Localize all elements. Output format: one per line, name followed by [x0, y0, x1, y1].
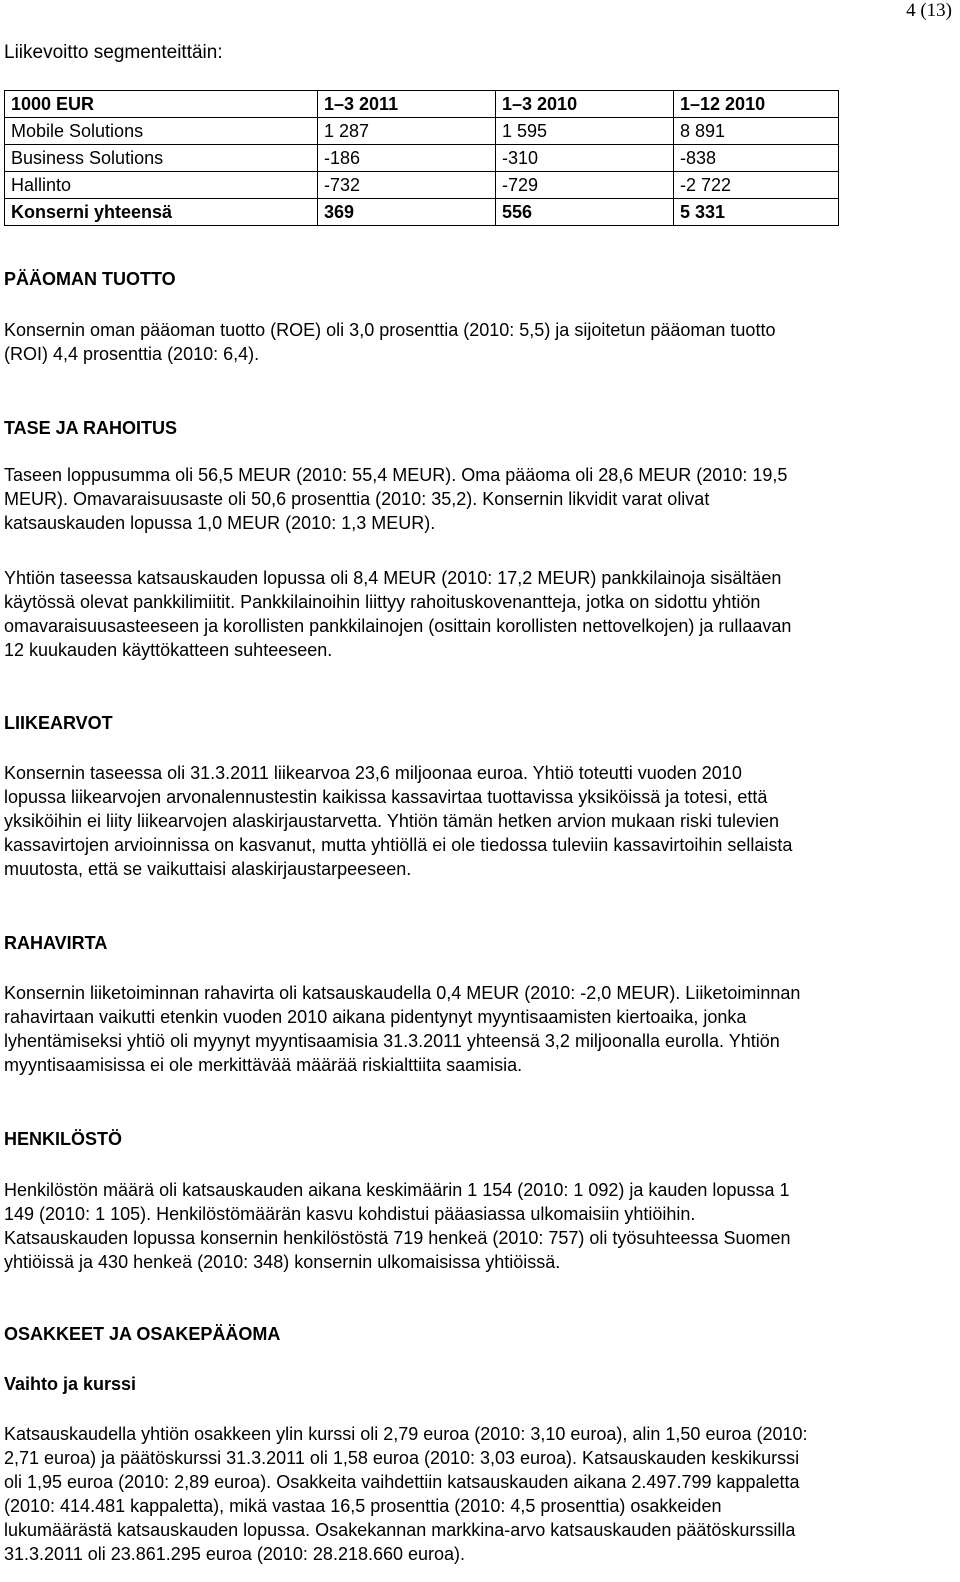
table-row: [5, 199, 839, 226]
heading-shares: OSAKKEET JA OSAKEPÄÄOMA: [4, 1324, 281, 1344]
table-cell: Mobile Solutions: [5, 118, 318, 145]
paragraph-balance-1: Taseen loppusumma oli 56,5 MEUR (2010: 55,4 MEUR). Oma pääoma oli 28,6 MEUR (2010: 19,5 MEUR). Omavaraisuusaste oli 50,6 prosenttia (2010: 35,2). Konsernin likvidit varat olivat katsauskauden lopussa 1,0 MEUR (2010: 1,3 MEUR).: [4, 465, 788, 533]
table-cell: 556: [496, 199, 674, 226]
paragraph-personnel: Henkilöstön määrä oli katsauskauden aikana keskimäärin 1 154 (2010: 1 092) ja kauden lopussa 1 149 (2010: 1 105). Henkilöstömäärän kasvu kohdistui pääasiassa ulkomaisiin yhtiöihin. Katsauskauden lopussa konsernin henkilöstöstä 719 henkeä (2010: 757) oli työsuhteessa Suomen yhtiöissä ja 430 henkeä (2010: 348) konsernin ulkomaisissa yhtiöissä.: [4, 1180, 791, 1272]
heading-goodwill: LIIKEARVOT: [4, 713, 113, 733]
table-cell: -186: [318, 145, 496, 172]
table-cell: -729: [496, 172, 674, 199]
table-header-row: [5, 91, 839, 118]
page-number: 4 (13): [906, 0, 952, 21]
table-cell: 1 287: [318, 118, 496, 145]
table-cell: -838: [674, 145, 839, 172]
heading-personnel: HENKILÖSTÖ: [4, 1129, 123, 1149]
paragraph-shares: Katsauskaudella yhtiön osakkeen ylin kurssi oli 2,79 euroa (2010: 3,10 euroa), alin 1,50 euroa (2010: 2,71 euroa) ja päätöskurssi 31.3.2011 oli 1,58 euroa (2010: 3,03 euroa). Katsauskauden keskikurssi oli 1,95 euroa (2010: 2,89 euroa). Osakkeita vaihdettiin katsauskauden aikana 2.497.799 kappaletta (2010: 414.481 kappaletta), mikä vastaa 16,5 prosenttia (2010: 4,5 prosenttia) osakkeiden lukumäärästä katsauskauden lopussa. Osakekannan markkina-arvo katsauskauden päätöskurssilla 31.3.2011 oli 23.861.295 euroa (2010: 28.218.660 euroa).: [4, 1424, 808, 1564]
paragraph-goodwill: Konsernin taseessa oli 31.3.2011 liikearvoa 23,6 miljoonaa euroa. Yhtiö toteutti vuoden 2010 lopussa liikearvojen arvonalennustestin kaikissa kassavirtaa tuottavissa yksiköissä ja totesi, että yksiköihin ei liity liikearvojen alaskirjaustarvetta. Yhtiön tämän hetken arvion mukaan riski tulevien kassavirtojen arvioinnissa on kasvanut, mutta yhtiöllä ei ole tiedossa tuleviin kassavirtoihin sellaista muutosta, että se vaikuttaisi alaskirjaustarpeeseen.: [4, 763, 793, 879]
table-header-cell: 1000 EUR: [5, 91, 318, 118]
paragraph-cashflow: Konsernin liiketoiminnan rahavirta oli katsauskaudella 0,4 MEUR (2010: -2,0 MEUR). Liiketoiminnan rahavirtaan vaikutti etenkin vuoden 2010 aikana pidentynyt myyntisaamisten kiertoaika, jonka lyhentämiseksi yhtiö oli myynyt myyntisaamisia 31.3.2011 yhteensä 3,2 miljoonalla eurolla. Yhtiön myyntisaamisissa ei ole merkittävää määrää riskialttiita saamisia.: [4, 983, 801, 1075]
table-cell: 5 331: [674, 199, 839, 226]
segment-table-caption: Liikevoitto segmenteittäin:: [4, 42, 223, 63]
table-cell: 1 595: [496, 118, 674, 145]
table-cell: -732: [318, 172, 496, 199]
table-cell: -310: [496, 145, 674, 172]
heading-cashflow: RAHAVIRTA: [4, 933, 108, 953]
segment-profit-table: [4, 90, 839, 226]
table-cell: -2 722: [674, 172, 839, 199]
heading-balance-financing: TASE JA RAHOITUS: [4, 418, 178, 438]
subheading-trading-price: Vaihto ja kurssi: [4, 1374, 137, 1394]
table-header-cell: 1–3 2011: [318, 91, 496, 118]
table-row: [5, 172, 839, 199]
heading-return-on-capital: PÄÄOMAN TUOTTO: [4, 269, 176, 289]
table-cell: Business Solutions: [5, 145, 318, 172]
paragraph-return-on-capital: Konsernin oman pääoman tuotto (ROE) oli 3,0 prosenttia (2010: 5,5) ja sijoitetun pääoman tuotto (ROI) 4,4 prosenttia (2010: 6,4).: [4, 320, 776, 364]
table-cell: Konserni yhteensä: [5, 199, 318, 226]
table-row: [5, 118, 839, 145]
table-cell: 8 891: [674, 118, 839, 145]
table-row: [5, 145, 839, 172]
table-header-cell: 1–3 2010: [496, 91, 674, 118]
table-header-cell: 1–12 2010: [674, 91, 839, 118]
table-cell: Hallinto: [5, 172, 318, 199]
paragraph-balance-2: Yhtiön taseessa katsauskauden lopussa oli 8,4 MEUR (2010: 17,2 MEUR) pankkilainoja sisältäen käytössä olevat pankkilimiitit. Pankkilainoihin liittyy rahoituskovenantteja, jotka on sidottu yhtiön omavaraisuusasteeseen ja korollisten pankkilainojen (osittain korollisten nettovelkojen) ja rullaavan 12 kuukauden käyttökatteen suhteeseen.: [4, 568, 792, 660]
table-cell: 369: [318, 199, 496, 226]
